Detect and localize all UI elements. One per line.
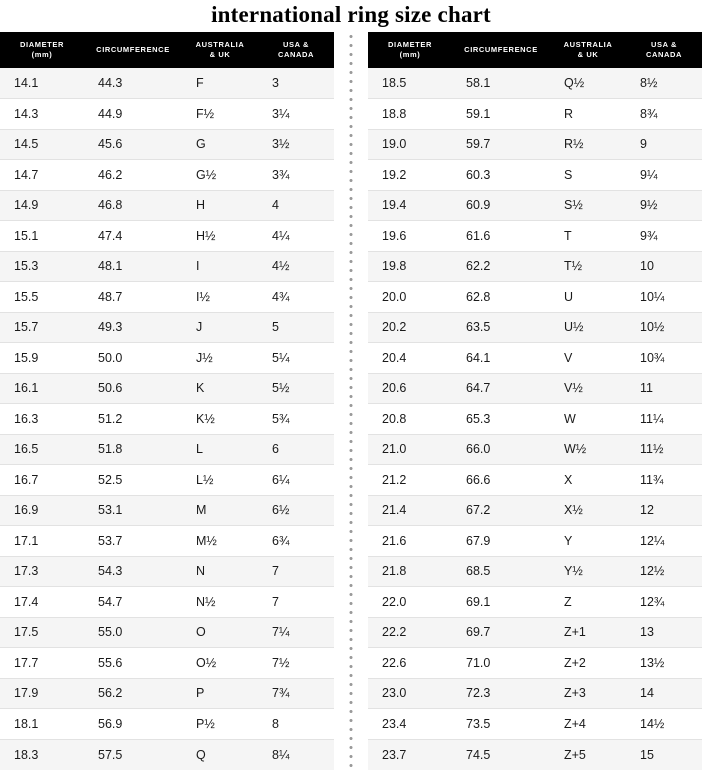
table-row xyxy=(368,556,702,587)
cell-usa-canada: 4¾ xyxy=(258,282,334,313)
cell-australia-uk: O xyxy=(182,617,258,648)
cell-diameter: 18.5 xyxy=(368,68,452,99)
cell-usa-canada: 6¾ xyxy=(258,526,334,557)
table-row xyxy=(368,99,702,130)
cell-diameter: 23.7 xyxy=(368,739,452,770)
table-row xyxy=(0,526,334,557)
cell-usa-canada: 15 xyxy=(626,739,702,770)
cell-diameter: 17.5 xyxy=(0,617,84,648)
cell-australia-uk: J xyxy=(182,312,258,343)
table-row xyxy=(368,312,702,343)
table-row xyxy=(368,221,702,252)
table-row xyxy=(0,190,334,221)
cell-usa-canada: 3 xyxy=(258,68,334,99)
cell-circumference: 48.1 xyxy=(84,251,182,282)
cell-usa-canada: 8¼ xyxy=(258,739,334,770)
cell-diameter: 20.4 xyxy=(368,343,452,374)
cell-usa-canada: 10½ xyxy=(626,312,702,343)
header-usa-label: USA & xyxy=(650,40,678,49)
cell-australia-uk: F xyxy=(182,68,258,99)
header-diameter xyxy=(0,32,84,68)
cell-australia-uk: W xyxy=(550,404,626,435)
table-row xyxy=(0,709,334,740)
cell-circumference: 44.9 xyxy=(84,99,182,130)
cell-usa-canada: 3¼ xyxy=(258,99,334,130)
cell-diameter: 15.1 xyxy=(0,221,84,252)
cell-diameter: 17.4 xyxy=(0,587,84,618)
cell-usa-canada: 11¾ xyxy=(626,465,702,496)
cell-circumference: 59.7 xyxy=(452,129,550,160)
cell-diameter: 18.3 xyxy=(0,739,84,770)
table-row xyxy=(0,282,334,313)
cell-usa-canada: 14 xyxy=(626,678,702,709)
cell-australia-uk: I xyxy=(182,251,258,282)
cell-circumference: 64.7 xyxy=(452,373,550,404)
right-header-row xyxy=(368,32,702,68)
cell-australia-uk: V xyxy=(550,343,626,374)
table-row xyxy=(0,587,334,618)
left-table-body xyxy=(0,68,334,770)
cell-usa-canada: 8 xyxy=(258,709,334,740)
header-diameter-sub: (mm) xyxy=(399,50,421,59)
cell-usa-canada: 6¼ xyxy=(258,465,334,496)
right-size-table xyxy=(368,32,702,770)
header-australia-sub: & UK xyxy=(209,50,231,59)
header-australia-uk xyxy=(182,32,258,68)
cell-circumference: 45.6 xyxy=(84,129,182,160)
table-row xyxy=(368,678,702,709)
right-table-head xyxy=(368,32,702,68)
cell-australia-uk: W½ xyxy=(550,434,626,465)
cell-australia-uk: V½ xyxy=(550,373,626,404)
header-circumference xyxy=(452,32,550,68)
cell-usa-canada: 10¼ xyxy=(626,282,702,313)
cell-diameter: 22.2 xyxy=(368,617,452,648)
cell-diameter: 21.6 xyxy=(368,526,452,557)
cell-circumference: 58.1 xyxy=(452,68,550,99)
cell-circumference: 68.5 xyxy=(452,556,550,587)
table-row xyxy=(0,373,334,404)
cell-usa-canada: 4 xyxy=(258,190,334,221)
cell-circumference: 62.8 xyxy=(452,282,550,313)
cell-diameter: 14.3 xyxy=(0,99,84,130)
table-row xyxy=(368,68,702,99)
cell-diameter: 19.6 xyxy=(368,221,452,252)
cell-circumference: 51.2 xyxy=(84,404,182,435)
cell-australia-uk: P xyxy=(182,678,258,709)
cell-circumference: 52.5 xyxy=(84,465,182,496)
cell-australia-uk: R½ xyxy=(550,129,626,160)
header-usa-sub: CANADA xyxy=(277,50,315,59)
cell-circumference: 54.3 xyxy=(84,556,182,587)
cell-australia-uk: K½ xyxy=(182,404,258,435)
cell-circumference: 60.9 xyxy=(452,190,550,221)
cell-diameter: 16.3 xyxy=(0,404,84,435)
header-diameter-label: DIAMETER xyxy=(388,40,432,49)
cell-australia-uk: O½ xyxy=(182,648,258,679)
table-row xyxy=(368,251,702,282)
cell-australia-uk: R xyxy=(550,99,626,130)
cell-diameter: 21.4 xyxy=(368,495,452,526)
cell-diameter: 16.1 xyxy=(0,373,84,404)
table-row xyxy=(0,495,334,526)
cell-usa-canada: 8½ xyxy=(626,68,702,99)
header-usa-sub: CANADA xyxy=(645,50,683,59)
cell-australia-uk: N½ xyxy=(182,587,258,618)
cell-usa-canada: 12½ xyxy=(626,556,702,587)
cell-usa-canada: 5¼ xyxy=(258,343,334,374)
cell-diameter: 14.1 xyxy=(0,68,84,99)
cell-diameter: 17.3 xyxy=(0,556,84,587)
cell-australia-uk: H xyxy=(182,190,258,221)
cell-diameter: 21.8 xyxy=(368,556,452,587)
table-row xyxy=(368,709,702,740)
right-table-wrapper xyxy=(368,32,702,770)
table-row xyxy=(368,587,702,618)
vertical-dotted-divider xyxy=(348,32,354,770)
page-title: international ring size chart xyxy=(211,2,491,27)
cell-circumference: 51.8 xyxy=(84,434,182,465)
cell-circumference: 50.6 xyxy=(84,373,182,404)
cell-diameter: 20.2 xyxy=(368,312,452,343)
cell-diameter: 21.2 xyxy=(368,465,452,496)
cell-usa-canada: 11½ xyxy=(626,434,702,465)
header-usa-canada xyxy=(626,32,702,68)
table-row xyxy=(368,282,702,313)
chart-tables xyxy=(0,32,702,770)
header-australia-label: AUSTRALIA xyxy=(563,40,613,49)
table-row xyxy=(368,343,702,374)
table-row xyxy=(0,129,334,160)
cell-australia-uk: Z+3 xyxy=(550,678,626,709)
cell-circumference: 53.1 xyxy=(84,495,182,526)
cell-australia-uk: U½ xyxy=(550,312,626,343)
cell-usa-canada: 11¼ xyxy=(626,404,702,435)
table-row xyxy=(0,648,334,679)
cell-circumference: 46.2 xyxy=(84,160,182,191)
table-row xyxy=(368,160,702,191)
cell-diameter: 18.8 xyxy=(368,99,452,130)
left-table-head xyxy=(0,32,334,68)
cell-diameter: 16.7 xyxy=(0,465,84,496)
header-usa-label: USA & xyxy=(282,40,310,49)
cell-diameter: 19.4 xyxy=(368,190,452,221)
table-row xyxy=(0,312,334,343)
cell-circumference: 56.2 xyxy=(84,678,182,709)
cell-australia-uk: U xyxy=(550,282,626,313)
cell-australia-uk: M xyxy=(182,495,258,526)
cell-usa-canada: 7¼ xyxy=(258,617,334,648)
cell-australia-uk: X xyxy=(550,465,626,496)
cell-australia-uk: T½ xyxy=(550,251,626,282)
header-australia-uk xyxy=(550,32,626,68)
table-row xyxy=(368,648,702,679)
cell-usa-canada: 11 xyxy=(626,373,702,404)
table-row xyxy=(0,343,334,374)
cell-diameter: 15.3 xyxy=(0,251,84,282)
cell-australia-uk: Y½ xyxy=(550,556,626,587)
cell-circumference: 53.7 xyxy=(84,526,182,557)
cell-circumference: 69.1 xyxy=(452,587,550,618)
table-row xyxy=(368,404,702,435)
left-table-wrapper xyxy=(0,32,334,770)
cell-australia-uk: Z xyxy=(550,587,626,618)
table-row xyxy=(0,465,334,496)
cell-usa-canada: 14½ xyxy=(626,709,702,740)
table-row xyxy=(0,556,334,587)
cell-circumference: 61.6 xyxy=(452,221,550,252)
cell-circumference: 55.0 xyxy=(84,617,182,648)
cell-usa-canada: 7½ xyxy=(258,648,334,679)
table-row xyxy=(0,251,334,282)
header-usa-canada xyxy=(258,32,334,68)
cell-australia-uk: F½ xyxy=(182,99,258,130)
table-row xyxy=(368,526,702,557)
cell-circumference: 62.2 xyxy=(452,251,550,282)
cell-australia-uk: S xyxy=(550,160,626,191)
cell-circumference: 54.7 xyxy=(84,587,182,618)
cell-australia-uk: G xyxy=(182,129,258,160)
cell-circumference: 44.3 xyxy=(84,68,182,99)
cell-australia-uk: K xyxy=(182,373,258,404)
cell-australia-uk: L xyxy=(182,434,258,465)
cell-usa-canada: 5¾ xyxy=(258,404,334,435)
table-row xyxy=(368,434,702,465)
table-row xyxy=(368,190,702,221)
cell-circumference: 56.9 xyxy=(84,709,182,740)
cell-usa-canada: 9¾ xyxy=(626,221,702,252)
table-row xyxy=(0,160,334,191)
cell-circumference: 64.1 xyxy=(452,343,550,374)
cell-circumference: 63.5 xyxy=(452,312,550,343)
cell-circumference: 72.3 xyxy=(452,678,550,709)
header-circumference xyxy=(84,32,182,68)
cell-diameter: 22.6 xyxy=(368,648,452,679)
cell-australia-uk: M½ xyxy=(182,526,258,557)
cell-usa-canada: 8¾ xyxy=(626,99,702,130)
cell-australia-uk: G½ xyxy=(182,160,258,191)
table-row xyxy=(368,617,702,648)
cell-diameter: 15.9 xyxy=(0,343,84,374)
cell-circumference: 65.3 xyxy=(452,404,550,435)
cell-australia-uk: Z+2 xyxy=(550,648,626,679)
table-row xyxy=(368,373,702,404)
header-diameter xyxy=(368,32,452,68)
header-circumference-label: CIRCUMFERENCE xyxy=(464,45,538,54)
cell-circumference: 73.5 xyxy=(452,709,550,740)
table-row xyxy=(0,678,334,709)
cell-australia-uk: L½ xyxy=(182,465,258,496)
cell-circumference: 57.5 xyxy=(84,739,182,770)
cell-australia-uk: H½ xyxy=(182,221,258,252)
header-diameter-label: DIAMETER xyxy=(20,40,64,49)
header-australia-sub: & UK xyxy=(577,50,599,59)
cell-australia-uk: Z+4 xyxy=(550,709,626,740)
cell-usa-canada: 3½ xyxy=(258,129,334,160)
table-row xyxy=(368,465,702,496)
cell-usa-canada: 4½ xyxy=(258,251,334,282)
table-row xyxy=(0,739,334,770)
left-size-table xyxy=(0,32,334,770)
cell-circumference: 46.8 xyxy=(84,190,182,221)
table-row xyxy=(0,404,334,435)
cell-diameter: 20.0 xyxy=(368,282,452,313)
cell-circumference: 47.4 xyxy=(84,221,182,252)
left-header-row xyxy=(0,32,334,68)
cell-usa-canada: 6½ xyxy=(258,495,334,526)
cell-usa-canada: 9 xyxy=(626,129,702,160)
cell-diameter: 14.5 xyxy=(0,129,84,160)
cell-usa-canada: 6 xyxy=(258,434,334,465)
cell-usa-canada: 9¼ xyxy=(626,160,702,191)
table-row xyxy=(0,99,334,130)
cell-circumference: 66.6 xyxy=(452,465,550,496)
cell-diameter: 19.8 xyxy=(368,251,452,282)
table-row xyxy=(0,68,334,99)
cell-circumference: 49.3 xyxy=(84,312,182,343)
cell-diameter: 21.0 xyxy=(368,434,452,465)
cell-diameter: 19.0 xyxy=(368,129,452,160)
cell-diameter: 14.9 xyxy=(0,190,84,221)
cell-diameter: 20.8 xyxy=(368,404,452,435)
cell-circumference: 67.9 xyxy=(452,526,550,557)
cell-australia-uk: S½ xyxy=(550,190,626,221)
cell-circumference: 60.3 xyxy=(452,160,550,191)
cell-diameter: 15.5 xyxy=(0,282,84,313)
cell-diameter: 22.0 xyxy=(368,587,452,618)
cell-circumference: 71.0 xyxy=(452,648,550,679)
cell-diameter: 17.9 xyxy=(0,678,84,709)
right-table-body xyxy=(368,68,702,770)
cell-australia-uk: Q xyxy=(182,739,258,770)
cell-usa-canada: 12¾ xyxy=(626,587,702,618)
cell-australia-uk: I½ xyxy=(182,282,258,313)
cell-diameter: 18.1 xyxy=(0,709,84,740)
cell-usa-canada: 13 xyxy=(626,617,702,648)
cell-usa-canada: 10¾ xyxy=(626,343,702,374)
cell-diameter: 23.4 xyxy=(368,709,452,740)
cell-circumference: 74.5 xyxy=(452,739,550,770)
cell-australia-uk: X½ xyxy=(550,495,626,526)
cell-usa-canada: 7 xyxy=(258,556,334,587)
cell-usa-canada: 12 xyxy=(626,495,702,526)
cell-circumference: 48.7 xyxy=(84,282,182,313)
table-row xyxy=(0,434,334,465)
cell-diameter: 16.9 xyxy=(0,495,84,526)
cell-circumference: 59.1 xyxy=(452,99,550,130)
cell-usa-canada: 7¾ xyxy=(258,678,334,709)
cell-diameter: 19.2 xyxy=(368,160,452,191)
cell-australia-uk: Y xyxy=(550,526,626,557)
cell-circumference: 67.2 xyxy=(452,495,550,526)
cell-usa-canada: 9½ xyxy=(626,190,702,221)
cell-usa-canada: 7 xyxy=(258,587,334,618)
cell-usa-canada: 5 xyxy=(258,312,334,343)
cell-usa-canada: 5½ xyxy=(258,373,334,404)
cell-usa-canada: 12¼ xyxy=(626,526,702,557)
cell-circumference: 66.0 xyxy=(452,434,550,465)
table-row xyxy=(0,617,334,648)
cell-australia-uk: Z+5 xyxy=(550,739,626,770)
cell-diameter: 15.7 xyxy=(0,312,84,343)
cell-usa-canada: 13½ xyxy=(626,648,702,679)
header-australia-label: AUSTRALIA xyxy=(195,40,245,49)
header-circumference-label: CIRCUMFERENCE xyxy=(96,45,170,54)
cell-diameter: 20.6 xyxy=(368,373,452,404)
cell-diameter: 16.5 xyxy=(0,434,84,465)
cell-usa-canada: 3¾ xyxy=(258,160,334,191)
cell-diameter: 17.1 xyxy=(0,526,84,557)
cell-australia-uk: T xyxy=(550,221,626,252)
cell-australia-uk: P½ xyxy=(182,709,258,740)
cell-australia-uk: N xyxy=(182,556,258,587)
table-row xyxy=(0,221,334,252)
cell-australia-uk: Q½ xyxy=(550,68,626,99)
cell-circumference: 69.7 xyxy=(452,617,550,648)
table-row xyxy=(368,739,702,770)
cell-diameter: 17.7 xyxy=(0,648,84,679)
cell-diameter: 23.0 xyxy=(368,678,452,709)
table-row xyxy=(368,129,702,160)
cell-australia-uk: J½ xyxy=(182,343,258,374)
cell-circumference: 55.6 xyxy=(84,648,182,679)
cell-usa-canada: 4¼ xyxy=(258,221,334,252)
table-row xyxy=(368,495,702,526)
cell-usa-canada: 10 xyxy=(626,251,702,282)
cell-diameter: 14.7 xyxy=(0,160,84,191)
cell-circumference: 50.0 xyxy=(84,343,182,374)
header-diameter-sub: (mm) xyxy=(31,50,53,59)
cell-australia-uk: Z+1 xyxy=(550,617,626,648)
